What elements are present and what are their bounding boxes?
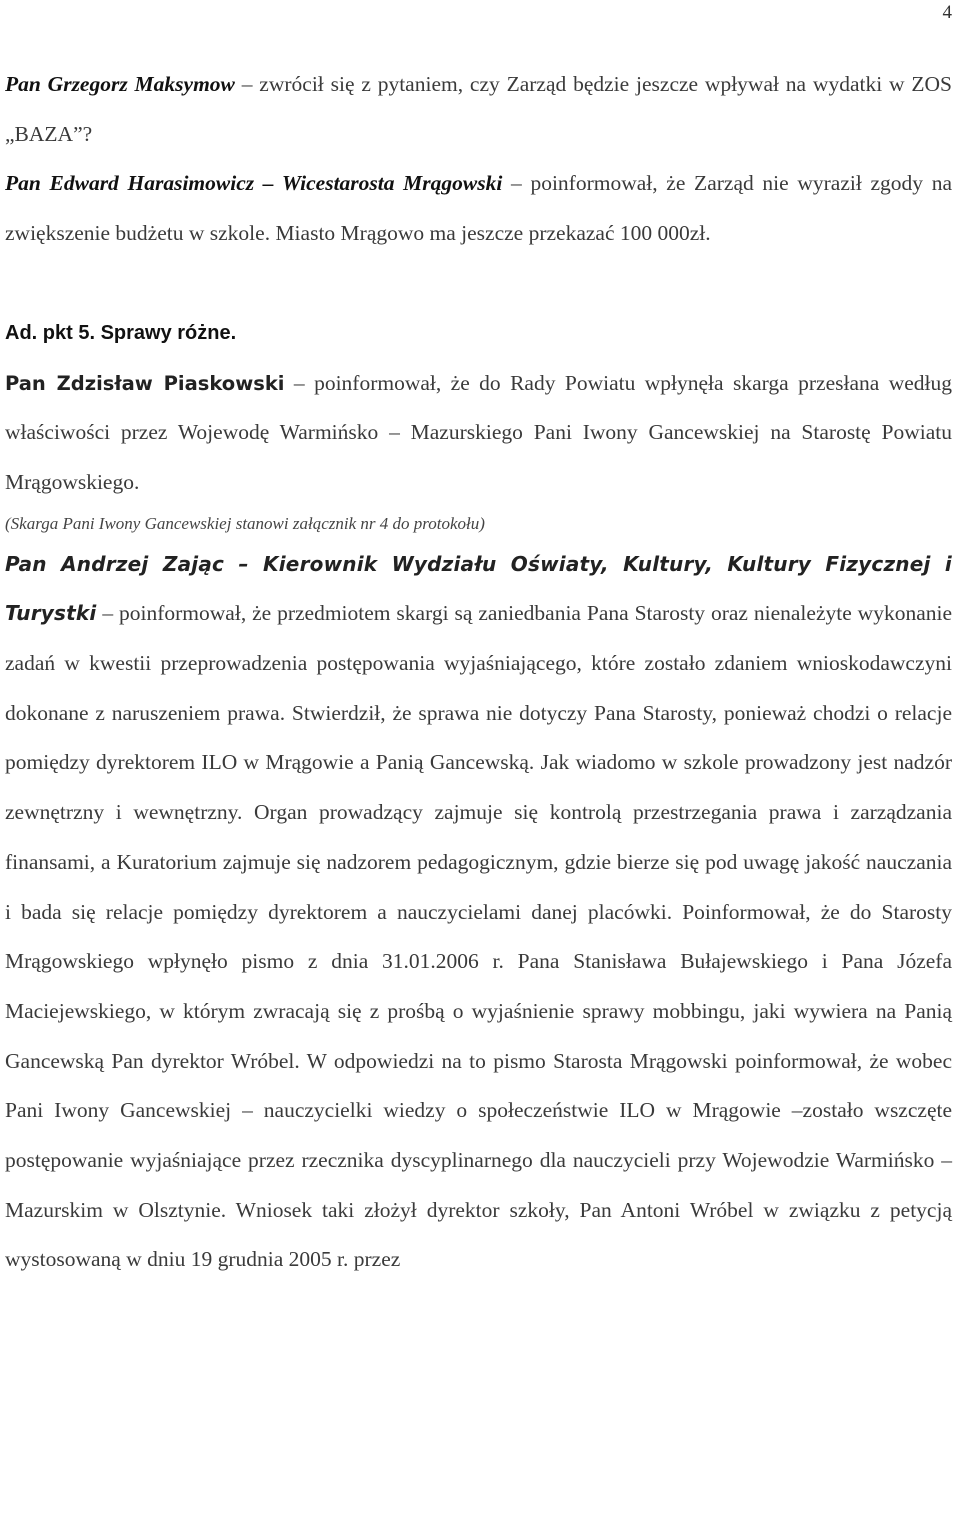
speaker-name: Pan Edward Harasimowicz – Wicestarosta Mrągowski bbox=[5, 171, 503, 196]
page-number: 4 bbox=[942, 2, 952, 23]
speaker-name: Pan Grzegorz Maksymow bbox=[5, 72, 235, 96]
paragraph-harasimowicz bbox=[5, 159, 952, 258]
paragraph-text: – poinformował, że do Rady Powiatu wpłynęła skarga przesłana według właściwości przez Wojewodę Warmińsko – Mazurskiego Pani Iwony Gancewskiej na Starostę Powiatu Mrągowskiego. bbox=[5, 370, 952, 494]
document-body bbox=[5, 60, 952, 1285]
attachment-note: (Skarga Pani Iwony Gancewskiej stanowi załącznik nr 4 do protokołu) bbox=[5, 513, 485, 533]
paragraph-maksymow bbox=[5, 60, 952, 159]
speaker-name: Pan Andrzej Zając – Kierownik Wydziału Oświaty, Kultury, Kultury Fizycznej i Turystki bbox=[5, 551, 952, 626]
paragraph-zajac bbox=[5, 540, 952, 1286]
paragraph-text: – poinformował, że Zarząd nie wyraził zgody na zwiększenie budżetu w szkole. Miasto Mrągowo ma jeszcze przekazać 100 000zł. bbox=[5, 171, 952, 246]
paragraph-piaskowski bbox=[5, 359, 952, 508]
section-heading: Ad. pkt 5. Sprawy różne. bbox=[5, 321, 237, 344]
speaker-name: Pan Zdzisław Piaskowski bbox=[5, 371, 285, 395]
paragraph-text: – poinformował, że przedmiotem skargi są zaniedbania Pana Starosty oraz nienależyte wykonanie zadań w kwestii przeprowadzenia postępowania wyjaśniającego, które zostało zdaniem wnioskodawczyni dokonane z naruszeniem prawa. Stwierdził, że sprawa nie dotyczy Pana Starosty, ponieważ chodzi o relacje pomiędzy dyrektorem ILO w Mrągowie a Panią Gancewską. Jak wiadomo w szkole prowadzony jest nadzór zewnętrzny i wewnętrzny. Organ prowadzący zajmuje się kontrolą przestrzegania prawa i zarządzania finansami, a Kuratorium zajmuje się nadzorem pedagogicznym, gdzie bierze się pod uwagę jakość nauczania i bada się relacje pomiędzy dyrektorem a nauczycielami danej placówki. Poinformował, że do Starosty Mrągowskiego wpłynęło pismo z dnia 31.01.2006 r. Pana Stanisława Bułajewskiego i Pana Józefa Maciejewskiego, w którym zwracają się z prośbą o wyjaśnienie sprawy mobbingu, jaki wywiera na Panią Gancewską Pan dyrektor Wróbel. W odpowiedzi na to pismo Starosta Mrągowski poinformował, że wobec Pani Iwony Gancewskiej – nauczycielki wiedzy o społeczeństwie ILO w Mrągowie –zostało wszczęte postępowanie wyjaśniające przez rzecznika dyscyplinarnego dla nauczycieli przy Wojewodzie Warmińsko – Mazurskim w Olsztynie. Wniosek taki złożył dyrektor szkoły, Pan Antoni Wróbel w związku z petycją wystosowaną w dniu 19 grudnia 2005 r. przez bbox=[5, 601, 952, 1272]
paragraph-text: – zwrócił się z pytaniem, czy Zarząd będzie jeszcze wpływał na wydatki w ZOS „BAZA”? bbox=[5, 72, 952, 146]
